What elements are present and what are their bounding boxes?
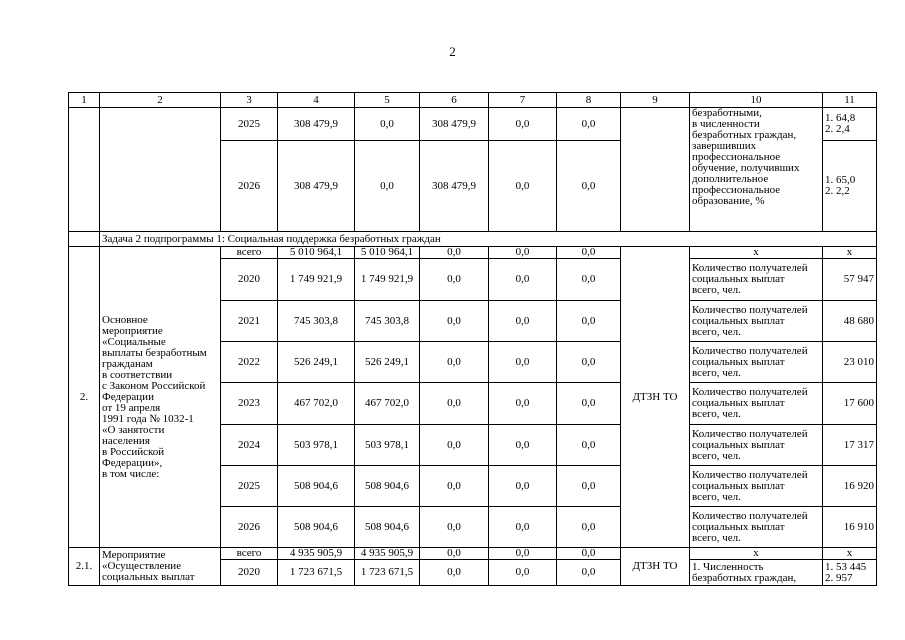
- value-cell: 0,0: [557, 342, 621, 383]
- total-cell: 508 904,6: [278, 466, 355, 507]
- year-cell: 2025: [221, 108, 278, 141]
- indicator-value-cell: 17 600: [823, 383, 877, 425]
- value-cell: 308 479,9: [420, 141, 489, 232]
- value-cell: 0,0: [557, 507, 621, 548]
- total-cell: 4 935 905,9: [278, 548, 355, 560]
- value-cell: 4 935 905,9: [355, 548, 420, 560]
- value-cell: 0,0: [489, 108, 557, 141]
- year-cell: 2022: [221, 342, 278, 383]
- year-cell: 2025: [221, 466, 278, 507]
- measure-name: Мероприятие «Осуществление социальных выплат: [100, 548, 221, 586]
- name-cell: [100, 108, 221, 232]
- value-cell: 0,0: [489, 425, 557, 466]
- value-cell: 0,0: [557, 259, 621, 301]
- value-cell: 0,0: [489, 259, 557, 301]
- value-cell: 0,0: [489, 466, 557, 507]
- value-cell: 308 479,9: [420, 108, 489, 141]
- indicator-value-cell: 17 317: [823, 425, 877, 466]
- indicator-cell: х: [690, 247, 823, 259]
- value-cell: 0,0: [355, 108, 420, 141]
- total-cell: 467 702,0: [278, 383, 355, 425]
- indicator-value-cell: х: [823, 247, 877, 259]
- indicator-value-cell: х: [823, 548, 877, 560]
- year-cell: всего: [221, 548, 278, 560]
- indicator-value-cell: 23 010: [823, 342, 877, 383]
- indicator-value-cell: 1. 64,8 2. 2,4: [823, 108, 877, 141]
- value-cell: 0,0: [557, 247, 621, 259]
- value-cell: 0,0: [420, 466, 489, 507]
- value-cell: 508 904,6: [355, 507, 420, 548]
- executor-cell: ДТЗН ТО: [621, 247, 690, 548]
- value-cell: 467 702,0: [355, 383, 420, 425]
- total-cell: 308 479,9: [278, 108, 355, 141]
- executor-cell: ДТЗН ТО: [621, 548, 690, 586]
- indicator-value-cell: 16 920: [823, 466, 877, 507]
- indicator-value-cell: 48 680: [823, 301, 877, 342]
- indicator-value-cell: 1. 65,0 2. 2,2: [823, 141, 877, 232]
- value-cell: 0,0: [557, 425, 621, 466]
- value-cell: 0,0: [489, 560, 557, 586]
- value-cell: 503 978,1: [355, 425, 420, 466]
- measure-number: 2.1.: [69, 548, 100, 586]
- header-cell: 1: [69, 93, 100, 108]
- task-title: Задача 2 подпрограммы 1: Социальная поддержка безработных граждан: [100, 232, 877, 247]
- year-cell: всего: [221, 247, 278, 259]
- header-cell: 7: [489, 93, 557, 108]
- indicator-cell: Количество получателей социальных выплат всего, чел.: [690, 507, 823, 548]
- value-cell: 0,0: [420, 259, 489, 301]
- total-cell: 1 749 921,9: [278, 259, 355, 301]
- value-cell: 0,0: [557, 141, 621, 232]
- value-cell: 745 303,8: [355, 301, 420, 342]
- indicator-cell: Количество получателей социальных выплат всего, чел.: [690, 259, 823, 301]
- page-number: 2: [449, 44, 456, 59]
- value-cell: 0,0: [489, 141, 557, 232]
- total-cell: 745 303,8: [278, 301, 355, 342]
- value-cell: 0,0: [420, 301, 489, 342]
- indicator-value-cell: 57 947: [823, 259, 877, 301]
- num-cell: [69, 108, 100, 232]
- header-cell: 6: [420, 93, 489, 108]
- value-cell: 508 904,6: [355, 466, 420, 507]
- value-cell: 0,0: [557, 301, 621, 342]
- value-cell: 0,0: [489, 247, 557, 259]
- task-row: [69, 232, 877, 247]
- total-cell: 1 723 671,5: [278, 560, 355, 586]
- value-cell: 0,0: [489, 301, 557, 342]
- executor-cell: [621, 108, 690, 232]
- value-cell: 1 723 671,5: [355, 560, 420, 586]
- total-cell: 503 978,1: [278, 425, 355, 466]
- value-cell: 0,0: [489, 383, 557, 425]
- indicator-cell: 1. Численность безработных граждан,: [690, 560, 823, 586]
- budget-table: [68, 92, 877, 586]
- indicator-cell: безработными, в численности безработных граждан, завершивших профессиональное обучение, получивших дополнительное профессиональное образование, %: [690, 108, 823, 232]
- year-cell: 2020: [221, 560, 278, 586]
- year-cell: 2026: [221, 507, 278, 548]
- total-cell: 508 904,6: [278, 507, 355, 548]
- value-cell: 1 749 921,9: [355, 259, 420, 301]
- value-cell: 0,0: [420, 247, 489, 259]
- value-cell: 0,0: [355, 141, 420, 232]
- indicator-cell: Количество получателей социальных выплат всего, чел.: [690, 425, 823, 466]
- total-cell: 526 249,1: [278, 342, 355, 383]
- value-cell: 0,0: [557, 108, 621, 141]
- header-cell: 3: [221, 93, 278, 108]
- year-cell: 2021: [221, 301, 278, 342]
- measure-number: 2.: [69, 247, 100, 548]
- total-cell: 5 010 964,1: [278, 247, 355, 259]
- value-cell: 0,0: [420, 507, 489, 548]
- indicator-cell: Количество получателей социальных выплат всего, чел.: [690, 342, 823, 383]
- indicator-value-cell: 16 910: [823, 507, 877, 548]
- header-cell: 2: [100, 93, 221, 108]
- header-row: [69, 93, 877, 108]
- header-cell: 8: [557, 93, 621, 108]
- value-cell: 0,0: [420, 342, 489, 383]
- indicator-cell: Количество получателей социальных выплат всего, чел.: [690, 466, 823, 507]
- indicator-cell: Количество получателей социальных выплат всего, чел.: [690, 383, 823, 425]
- indicator-cell: Количество получателей социальных выплат всего, чел.: [690, 301, 823, 342]
- table-row: [69, 247, 877, 259]
- header-cell: 4: [278, 93, 355, 108]
- value-cell: 5 010 964,1: [355, 247, 420, 259]
- value-cell: 0,0: [557, 560, 621, 586]
- year-cell: 2026: [221, 141, 278, 232]
- header-cell: 11: [823, 93, 877, 108]
- total-cell: 308 479,9: [278, 141, 355, 232]
- year-cell: 2020: [221, 259, 278, 301]
- value-cell: 0,0: [557, 383, 621, 425]
- value-cell: 0,0: [557, 548, 621, 560]
- value-cell: 0,0: [420, 560, 489, 586]
- value-cell: 0,0: [420, 548, 489, 560]
- value-cell: 0,0: [489, 548, 557, 560]
- value-cell: 0,0: [420, 425, 489, 466]
- value-cell: 0,0: [557, 466, 621, 507]
- value-cell: 0,0: [489, 507, 557, 548]
- indicator-value-cell: 1. 53 445 2. 957: [823, 560, 877, 586]
- value-cell: 526 249,1: [355, 342, 420, 383]
- header-cell: 9: [621, 93, 690, 108]
- value-cell: 0,0: [489, 342, 557, 383]
- num-cell: [69, 232, 100, 247]
- table-row: [69, 108, 877, 141]
- year-cell: 2023: [221, 383, 278, 425]
- header-cell: 10: [690, 93, 823, 108]
- header-cell: 5: [355, 93, 420, 108]
- year-cell: 2024: [221, 425, 278, 466]
- indicator-cell: х: [690, 548, 823, 560]
- measure-name: Основное мероприятие «Социальные выплаты безработным гражданам в соответствии с Законом Российской Федерации от 19 апреля 1991 года № 1032-1 «О занятости населения в Российской Федерации», в том числе:: [100, 247, 221, 548]
- value-cell: 0,0: [420, 383, 489, 425]
- table-row: [69, 548, 877, 560]
